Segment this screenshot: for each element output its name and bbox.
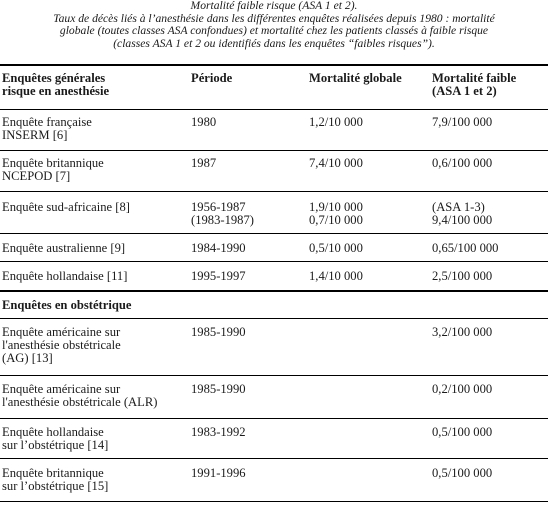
row-divider — [0, 261, 548, 262]
period: 1985-1990 — [191, 325, 246, 339]
row-divider — [0, 191, 548, 192]
period: 1984-1990 — [191, 241, 246, 255]
caption-line: Taux de décès liés à l’anesthésie dans les différentes enquêtes réalisées depuis 1980 : mortalité — [53, 11, 495, 25]
low-risk-mortality: 0,5/100 000 — [432, 466, 493, 480]
survey-name: Enquête française INSERM [6] — [2, 115, 92, 142]
survey-name: Enquête sud-africaine [8] — [2, 200, 130, 214]
survey-name: Enquête britannique sur l’obstétrique [15] — [2, 466, 109, 493]
caption-line: globale (toutes classes ASA confondues) et mortalité chez les patients classés à faible risque — [59, 24, 489, 38]
survey-name: Enquête américaine sur l'anesthésie obstétricale (ALR) — [2, 382, 158, 409]
global-mortality: 1,9/10 000 0,7/10 000 — [309, 200, 363, 227]
low-risk-mortality: 2,5/100 000 — [432, 269, 493, 283]
low-risk-mortality: 0,2/100 000 — [432, 382, 493, 396]
low-risk-mortality: 3,2/100 000 — [432, 325, 493, 339]
survey-name: Enquête hollandaise [11] — [2, 269, 128, 283]
section-rule — [0, 290, 548, 292]
period: 1987 — [191, 156, 217, 170]
survey-name: Enquête britannique NCEPOD [7] — [2, 156, 104, 183]
low-risk-mortality: 0,5/100 000 — [432, 425, 493, 439]
caption-line: (classes ASA 1 et 2 ou identifiés dans les enquêtes “faibles risques”). — [113, 36, 435, 50]
period: 1983-1992 — [191, 425, 246, 439]
global-mortality: 0,5/10 000 — [309, 241, 363, 255]
bottom-rule — [0, 501, 548, 502]
section-title: Enquêtes en obstétrique — [2, 298, 132, 312]
low-risk-mortality: 0,6/100 000 — [432, 156, 493, 170]
header-period: Période — [191, 71, 233, 85]
survey-name: Enquête américaine sur l'anesthésie obstétricale (AG) [13] — [2, 325, 121, 365]
caption-title: Mortalité faible risque (ASA 1 et 2). — [190, 0, 358, 12]
header-global-mortality: Mortalité globale — [309, 71, 402, 85]
header-low-risk-mortality: Mortalité faible (ASA 1 et 2) — [432, 71, 517, 98]
low-risk-mortality: (ASA 1-3) 9,4/100 000 — [432, 200, 493, 227]
period: 1980 — [191, 115, 217, 129]
header-survey: Enquêtes générales risque en anesthésie — [2, 71, 110, 98]
row-divider — [0, 150, 548, 151]
row-divider — [0, 375, 548, 376]
period: 1985-1990 — [191, 382, 246, 396]
header-rule — [0, 109, 548, 110]
survey-name: Enquête australienne [9] — [2, 241, 126, 255]
global-mortality: 7,4/10 000 — [309, 156, 363, 170]
period: 1991-1996 — [191, 466, 246, 480]
row-divider — [0, 418, 548, 419]
global-mortality: 1,2/10 000 — [309, 115, 363, 129]
global-mortality: 1,4/10 000 — [309, 269, 363, 283]
period: 1956-1987 (1983-1987) — [191, 200, 254, 227]
top-rule — [0, 64, 548, 66]
row-divider — [0, 318, 548, 319]
table-caption — [6, 0, 542, 50]
low-risk-mortality: 7,9/100 000 — [432, 115, 493, 129]
period: 1995-1997 — [191, 269, 246, 283]
row-divider — [0, 233, 548, 234]
survey-name: Enquête hollandaise sur l’obstétrique [14] — [2, 425, 109, 452]
low-risk-mortality: 0,65/100 000 — [432, 241, 499, 255]
row-divider — [0, 458, 548, 459]
